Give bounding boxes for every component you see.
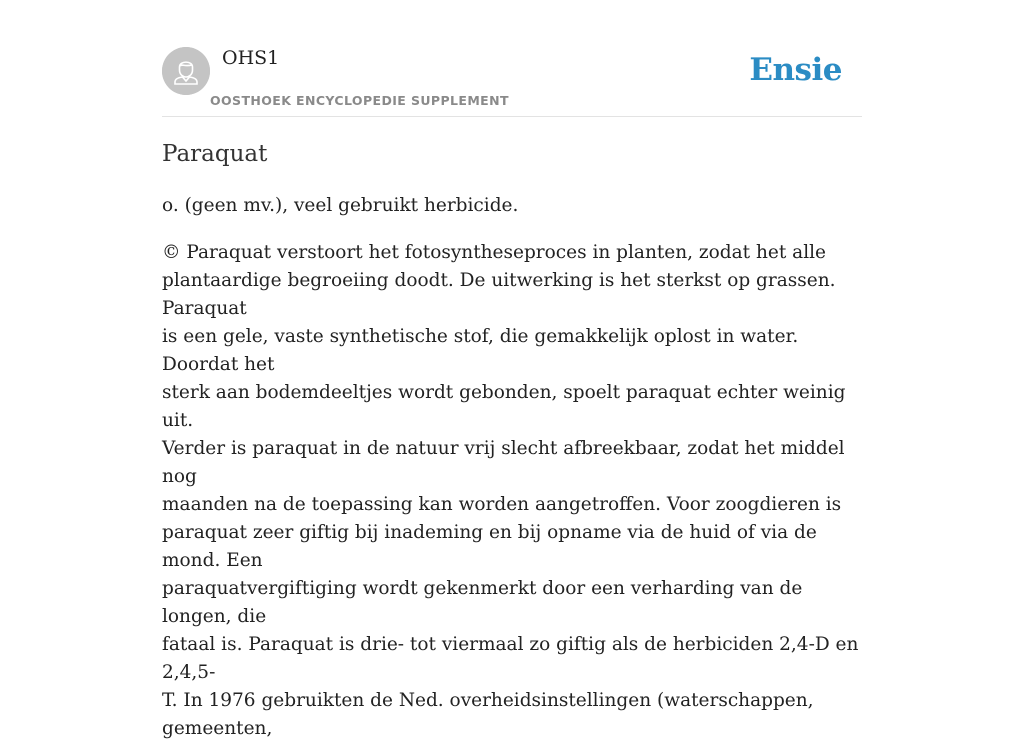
ensie-logo[interactable]: Ensie	[749, 52, 842, 88]
page-container	[162, 0, 862, 739]
author-name[interactable]: OHS1	[222, 47, 280, 69]
article-title: Paraquat	[162, 141, 268, 167]
article-definition: o. (geen mv.), veel gebruikt herbicide.	[162, 195, 519, 216]
header	[162, 0, 862, 117]
source-label[interactable]: OOSTHOEK ENCYCLOPEDIE SUPPLEMENT	[210, 93, 509, 108]
user-avatar-icon[interactable]	[162, 47, 210, 95]
article-body: © Paraquat verstoort het fotosyntheseproces in planten, zodat het alle plantaardige begroeiing doodt. De uitwerking is het sterkst op grassen. Paraquat is een gele, vaste synthetische stof, die gemakkelijk oplost in water. Doordat het sterk aan bodemdeeltjes wordt gebonden, spoelt paraquat echter weinig uit. Verder is paraquat in de natuur vrij slecht afbreekbaar, zodat het middel nog maanden na de toepassing kan worden aangetroffen. Voor zoogdieren is paraquat zeer giftig bij inademing en bij opname via de huid of via de mond. Een paraquatvergiftiging wordt gekenmerkt door een verharding van de longen, die fataal is. Paraquat is drie- tot viermaal zo giftig als de herbiciden 2,4-D en 2,4,5- T. In 1976 gebruikten de Ned. overheidsinstellingen (waterschappen, gemeenten,	[162, 242, 859, 739]
